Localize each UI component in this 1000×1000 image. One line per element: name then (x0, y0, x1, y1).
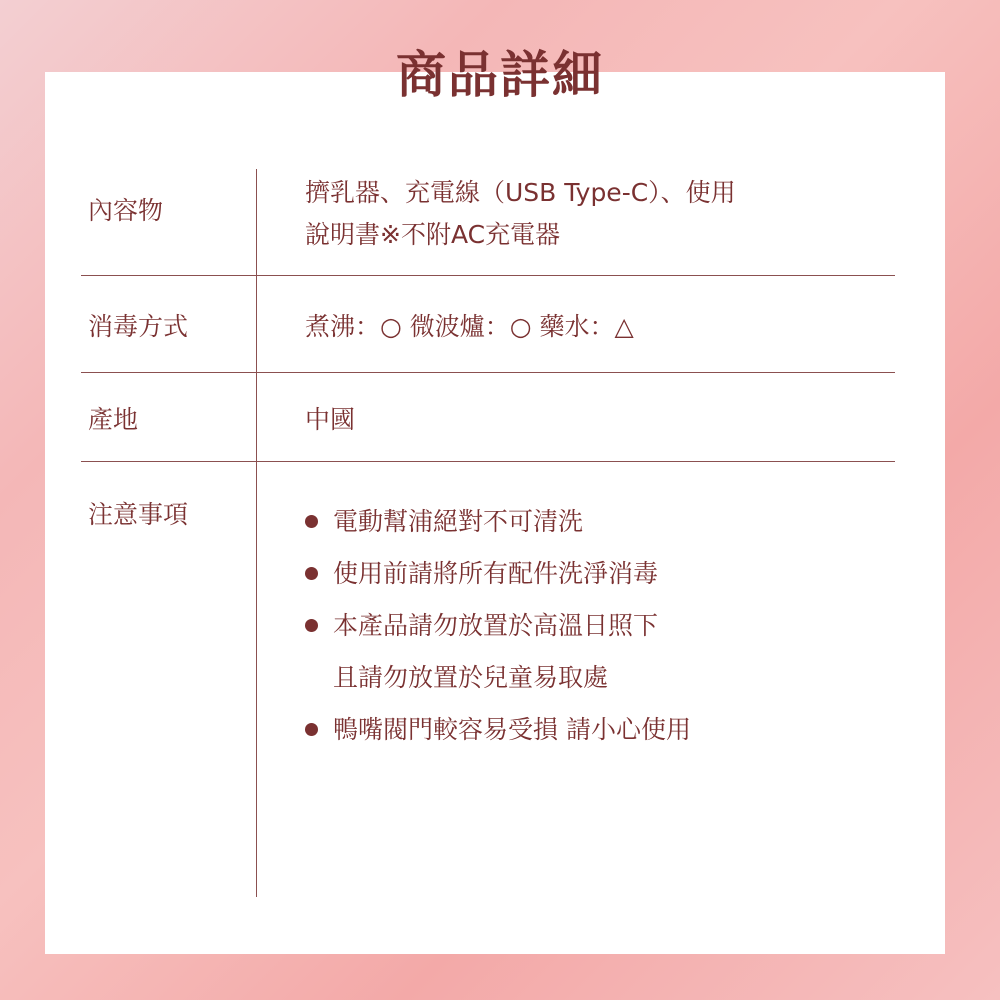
label-disinfection: 消毒方式 (88, 312, 189, 341)
list-item (303, 496, 691, 548)
value-origin: 中國 (305, 405, 356, 434)
value-disinfection: 煮沸：○ 微波爐：○ 藥水：△ (305, 312, 634, 341)
row-divider (81, 461, 895, 462)
list-item (303, 548, 691, 600)
note-text: 鴨嘴閥門較容易受損 請小心使用 (333, 715, 691, 744)
bullet-icon (305, 619, 318, 632)
bullet-icon (305, 567, 318, 580)
detail-card (45, 72, 945, 954)
value-contents-line1: 擠乳器、充電線（USB Type-C）、使用 (305, 178, 736, 207)
row-divider (81, 372, 895, 373)
label-contents: 內容物 (88, 196, 164, 225)
notes-list (303, 496, 691, 756)
column-divider (256, 169, 257, 897)
row-divider (81, 275, 895, 276)
page-title: 商品詳細 (396, 46, 604, 104)
label-notes: 注意事項 (88, 500, 189, 529)
note-text: 使用前請將所有配件洗淨消毒 (333, 559, 659, 588)
note-text: 電動幫浦絕對不可清洗 (333, 507, 584, 536)
bullet-icon (305, 515, 318, 528)
list-item (303, 600, 691, 704)
list-item (303, 704, 691, 756)
label-origin: 產地 (88, 405, 139, 434)
note-text-continued: 且請勿放置於兒童易取處 (333, 663, 609, 692)
value-contents-line2: 說明書※不附AC充電器 (305, 220, 561, 249)
note-text: 本產品請勿放置於高溫日照下 (333, 611, 659, 640)
bullet-icon (305, 723, 318, 736)
